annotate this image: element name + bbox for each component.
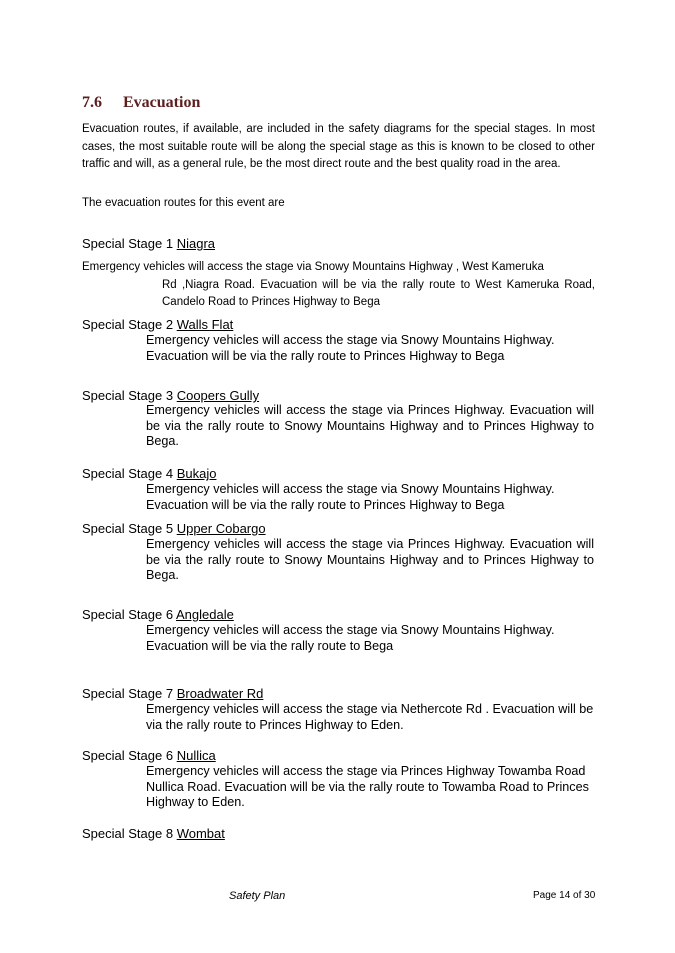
stage-name: Angledale [175,607,234,622]
stage-label: Special Stage 5 [82,521,174,536]
stage-name: Walls Flat [176,317,234,332]
stage-heading [82,686,263,702]
footer-document-title: Safety Plan [229,890,286,902]
stage-heading [82,748,216,764]
stage-name: Nullica [176,748,216,763]
stage-label: Special Stage 6 [82,748,174,763]
stage-name: Upper Cobargo [176,521,266,536]
stage-heading [82,388,259,404]
stage-heading [82,466,216,482]
stage-label: Special Stage 7 [82,686,174,701]
stage-heading [82,826,225,842]
stage-description-continuation: Rd ,Niagra Road. Evacuation will be via the rally route to West Kameruka Road, Candelo Road to Princes Highway to Bega [162,278,595,308]
stage-label: Special Stage 4 [82,466,174,481]
stage-label: Special Stage 6 [82,607,174,622]
stage-heading [82,236,215,252]
stage-label: Special Stage 1 [82,236,174,251]
stage-description: Emergency vehicles will access the stage via Princes Highway. Evacuation will be via the rally route to Snowy Mountains Highway and to Princes Highway to Bega. [146,403,594,449]
section-number: 7.6 [82,94,102,111]
stage-description: Emergency vehicles will access the stage via Snowy Mountains Highway. Evacuation will be via the rally route to Bega [146,623,555,653]
stage-name: Coopers Gully [176,388,260,403]
stage-description: Emergency vehicles will access the stage via Nethercote Rd . Evacuation will be via the rally route to Princes Highway to Eden. [146,702,594,732]
section-heading [82,94,200,112]
stage-name: Bukajo [176,466,217,481]
stage-name: Niagra [176,236,215,251]
stage-description: Emergency vehicles will access the stage via Princes Highway Towamba Road Nullica Road. Evacuation will be via the rally route to Towamba Road to Princes Highway to Eden. [146,764,589,810]
stage-description: Emergency vehicles will access the stage via Princes Highway. Evacuation will be via the rally route to Snowy Mountains Highway and to Princes Highway to Bega. [146,537,594,583]
stage-description: Emergency vehicles will access the stage via Snowy Mountains Highway. Evacuation will be via the rally route to Princes Highway to Bega [146,333,555,363]
intro-lead: The evacuation routes for this event are [82,197,285,209]
stage-heading [82,521,266,537]
stage-description-line: Emergency vehicles will access the stage via Snowy Mountains Highway , West Kameruka [82,261,544,273]
stage-name: Wombat [176,826,225,841]
section-title: Evacuation [123,94,201,111]
stage-label: Special Stage 3 [82,388,174,403]
stage-description: Emergency vehicles will access the stage via Snowy Mountains Highway. Evacuation will be via the rally route to Princes Highway to Bega [146,482,555,512]
stage-heading [82,607,234,623]
stage-label: Special Stage 2 [82,317,174,332]
footer-page-number: Page 14 of 30 [533,890,596,901]
stage-label: Special Stage 8 [82,826,174,841]
stage-heading [82,317,233,333]
stage-name: Broadwater Rd [176,686,264,701]
intro-paragraph: Evacuation routes, if available, are included in the safety diagrams for the special stages. In most cases, the most suitable route will be along the special stage as this is known to be closed to other traffic and will, as a general rule, be the most direct route and the best quality road in the area. [82,123,595,170]
stage-description [82,259,595,312]
